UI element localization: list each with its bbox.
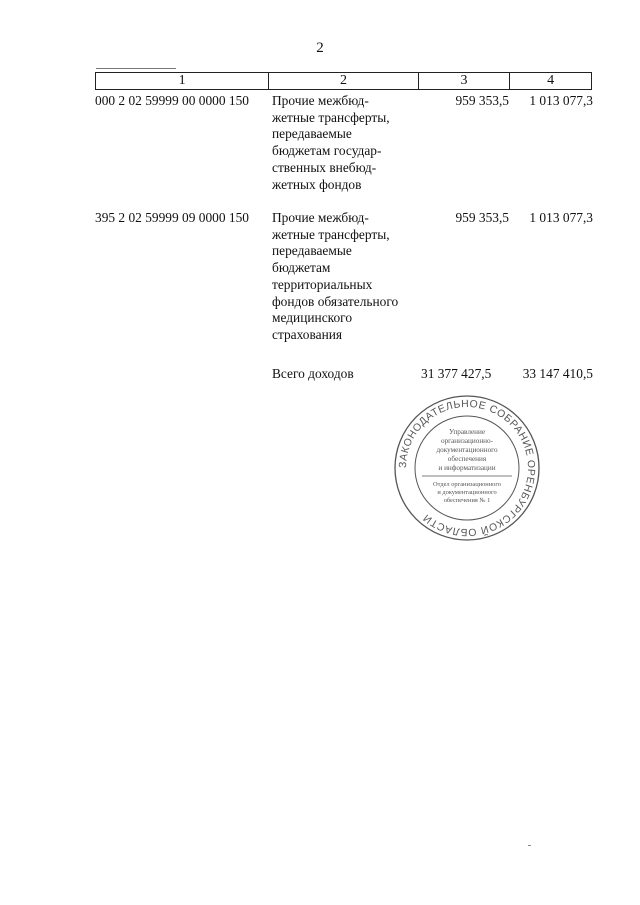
row-name-line: передаваемые [272, 243, 352, 259]
row-value-2: 1 013 077,3 [529, 93, 593, 108]
table-header [95, 72, 592, 90]
row-value-2: 1 013 077,3 [529, 210, 593, 225]
stamp-inner-line: Управление [448, 428, 486, 436]
row-name-line: страхования [272, 326, 343, 342]
row-name-line: жетные трансферты, [272, 226, 390, 242]
row-name-line: Прочие межбюд- [272, 210, 369, 225]
row-name-line: жетных фондов [272, 176, 362, 192]
header-col-2: 2 [269, 73, 418, 89]
total-label: Всего доходов [272, 366, 354, 381]
stamp-department-line: обеспечения № 1 [443, 497, 491, 504]
stamp-inner-line: документационного [436, 446, 498, 454]
page-number: 2 [316, 40, 324, 56]
official-stamp [392, 393, 542, 543]
row-name-line: бюджетам государ- [272, 143, 382, 159]
header-col-1: 1 [96, 73, 269, 89]
row-code: 395 2 02 59999 09 0000 150 [95, 210, 249, 225]
corner-mark [528, 845, 531, 846]
stamp-department-line: Отдел организационного [433, 481, 501, 488]
row-name-line: передаваемые [272, 126, 352, 142]
row-value-1: 959 353,5 [455, 210, 509, 225]
row-name-line: территориальных [272, 276, 373, 292]
stamp-department-line: и документационного [437, 489, 497, 496]
row-code: 000 2 02 59999 00 0000 150 [95, 93, 249, 108]
stamp-inner-line: организационно- [440, 437, 494, 445]
header-col-3: 3 [419, 73, 511, 89]
stamp-inner-line: и информатизации [438, 464, 496, 472]
total-value-1: 31 377 427,5 [421, 366, 492, 381]
row-name [272, 210, 422, 344]
row-name-line: ственных внебюд- [272, 159, 377, 175]
stamp-ring-textpath: ЗАКОНОДАТЕЛЬНОЕ СОБРАНИЕ ОРЕНБУРГСКОЙ ОБЛАСТИ [397, 398, 537, 538]
stamp-inner-line: обеспечения [447, 455, 487, 463]
total-value-2: 33 147 410,5 [522, 366, 593, 381]
row-name-line: фондов обязательного [272, 293, 399, 309]
header-col-4: 4 [547, 73, 555, 88]
row-name-line: бюджетам [272, 260, 331, 276]
row-name-line: Прочие межбюд- [272, 93, 369, 108]
row-name-line: жетные трансферты, [272, 109, 390, 125]
row-value-1: 959 353,5 [455, 93, 509, 108]
row-name [272, 93, 422, 193]
row-name-line: медицинского [272, 310, 353, 326]
